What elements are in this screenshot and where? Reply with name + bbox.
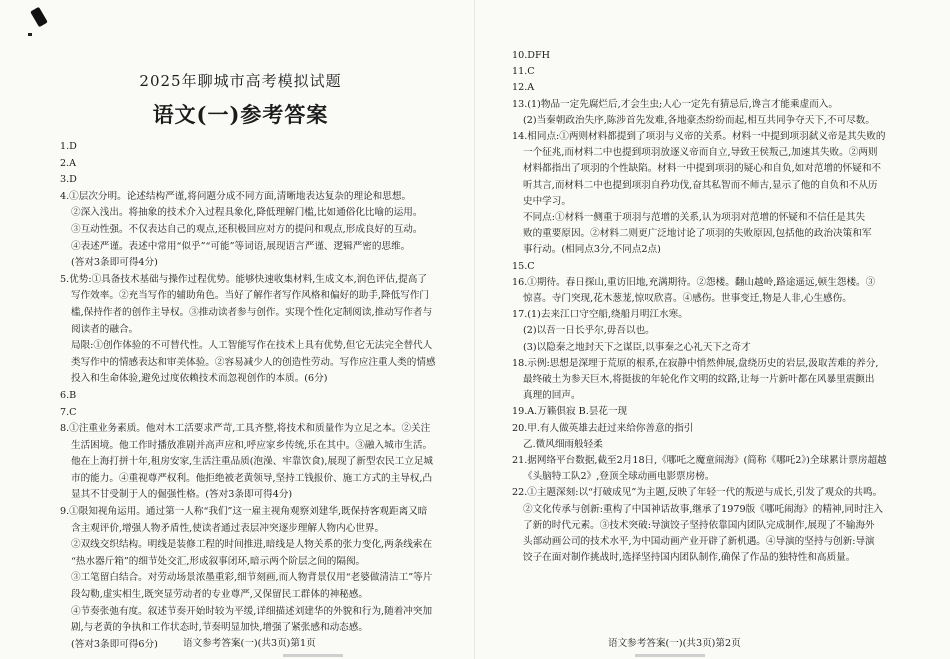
answer-line: 饺子在面对制作挑战时,选择坚持国内团队制作,确保了作品的独特性和高质量。: [523, 552, 856, 564]
answer-line: ②文化传承与创新:重构了中国神话故事,继承了1979版《哪吒闹海》的精神,同时注入: [523, 503, 883, 515]
answer-line: 局限:①创作体验的不可替代性。人工智能写作在技术上具有优势,但它无法完全替代人: [71, 340, 433, 352]
answer-line: 14.相同点:①两则材料都提到了项羽与义帝的关系。材料一中提到项羽弑义帝是其失败的: [512, 131, 886, 143]
answer-line: (答对3条即可得6分): [71, 638, 158, 650]
answer-line: 一个征兆,而材料二中也提到项羽放逐义帝而自立,导致王侯叛己,加速其失败。②两则: [523, 147, 878, 159]
answer-line: 头部动画公司的技术水平,为中国动画产业开辟了新机遇。④导演的坚持与创新:导演: [523, 536, 875, 548]
answer-line: 13.(1)物品一定先腐烂后,才会生虫;人心一定先有猜忌后,谗言才能乘虚而入。: [512, 98, 838, 110]
answer-line: 3.D: [60, 174, 77, 186]
answer-line: 了新的时代元素。③技术突破:导演饺子坚持依靠国内团队完成制作,展现了不输海外: [523, 519, 875, 531]
answer-line: 7.C: [60, 406, 77, 418]
answer-line: 惊喜。寺门突现,花木葱茏,惊叹欣喜。④感伤。世事变迁,物是人非,心生感伤。: [523, 293, 852, 305]
answer-line: 12.A: [512, 82, 535, 94]
answer-line: 20.甲.有人做英雄去赶过来给你善意的指引: [512, 422, 694, 434]
answer-line: 投入和生命体验,避免过度依赖技术而忽视创作的本质。(6分): [71, 373, 328, 385]
answer-line: 史中学习。: [523, 195, 571, 207]
answer-line: 9.①限知视角运用。通过第一人称“我们”这一雇主视角观察刘建华,既保持客观距离又暗: [60, 506, 428, 518]
answer-line: 听其言,而材料二中也提到项羽自矜功伐,奋其私智而不师古,显示了他的自负和不从历: [523, 179, 878, 191]
answer-line: 含主观评价,增强人物矛盾性,使读者通过表层冲突逐步理解人物内心世界。: [71, 522, 385, 534]
answer-line: 剧,与老黄的争执和工作状态时,节奏明显加快,增强了紧张感和动态感。: [71, 622, 368, 634]
answer-line: 10.DFH: [512, 50, 550, 61]
next-page-edge: [283, 654, 343, 657]
answer-line: 15.C: [512, 260, 535, 272]
answer-line: 槛,保持作者的创作主导权。③推动读者参与创作。实现个性化定制阅读,推动写作者与: [71, 306, 433, 318]
answer-line: 阅读者的融合。: [71, 323, 139, 335]
answer-line: (2)以吾一日长乎尔,毋吾以也。: [523, 325, 655, 337]
ink-spot: [30, 7, 48, 28]
answer-line: 不同点:①材料一侧重于项羽与范增的关系,认为项羽对范增的怀疑和不信任是其失: [523, 212, 866, 224]
answer-line: 生活困境。他工作时播放准剧并高声应和,呼应家乡传统,乐在其中。③融入城市生活。: [71, 439, 433, 451]
answer-line: 材料都指出了项羽的个性缺陷。材料一中提到项羽的疑心和自负,如对范增的怀疑和不: [523, 163, 882, 175]
answer-line: ③工笔留白结合。对劳动场景浓墨重彩,细节刻画,而人物背景仅用“老婆做清洁工”等片: [71, 572, 433, 584]
answer-line: 1.D: [60, 141, 77, 152]
answer-line: ④节奏张弛有度。叙述节奏开始时较为平缓,详细描述刘建华的外貌和行为,随着冲突加: [71, 605, 433, 617]
answer-line: ②双线交织结构。明线是装修工程的时间推进,暗线是人物关系的张力变化,两条线索在: [71, 539, 433, 551]
answer-list: [60, 139, 461, 653]
answer-line: 段勾勒,虚实相生,既突显劳动者的专业尊严,又保留民工群体的神秘感。: [71, 589, 368, 601]
answer-line: 真理的回声。: [523, 390, 581, 402]
answer-line: 16.①期待。春日探山,重访旧地,充满期待。②怨楼。翻山越岭,路途遥远,顿生怨楼。③: [512, 276, 876, 288]
answer-line: 他在上海打拼十年,租房安家,生活注重品质(泡澡、牢靠饮食),展现了新型农民工立足城: [71, 456, 434, 468]
answer-line: 11.C: [512, 66, 535, 78]
answer-line: 6.B: [60, 389, 77, 401]
answer-line: 21.据网络平台数据,截至2月18日,《哪吒之魔童闹海》(简称《哪吒2》)全球累计票房超越: [512, 455, 887, 467]
answer-line: (2)当秦朝政治失序,陈涉首先发难,各地豪杰纷纷而起,相互共同争夺天下,不可尽数。: [523, 114, 875, 126]
answer-line: 类写作中的情感表达和审美体验。②容易减少人的创造性劳动。写作应注重人类的情感: [71, 356, 436, 368]
exam-title: 2025年聊城市高考模拟试题: [139, 72, 342, 90]
answer-line: 19.A.万籁俱寂 B.昙花一现: [512, 406, 628, 418]
answer-line: 18.示例:思想是深埋于荒原的根系,在寂静中悄然伸展,盘绕历史的岩层,汲取苦难的养分,: [512, 357, 879, 369]
page-footer: 语文参考答案(一)(共3页)第2页: [608, 638, 741, 649]
answer-line: 《头脑特工队2》,登顶全球动画电影票房榜。: [523, 471, 715, 483]
answer-line: 5.优势:①具备技术基础与操作过程优势。能够快速收集材料,生成文本,润色评估,提高了: [60, 273, 427, 285]
answer-line: ④表述严谨。表述中常用“似乎”“可能”等词语,展现语言严谨、逻辑严密的思维。: [71, 240, 411, 252]
answer-sheet-page-2: [475, 0, 950, 659]
answer-line: 事行动。(相同点3分,不同点2点): [523, 244, 661, 256]
answer-line: (3)以隐秦之地封天下之谋臣,以事秦之心礼天下之奇才: [523, 341, 751, 353]
answer-line: 显其不甘受制于人的倔强性格。(答对3条即可得4分): [71, 489, 293, 501]
answer-line: 2.A: [60, 157, 77, 169]
answer-line: ③互动性强。不仅表达自己的观点,还积极回应对方的提问和观点,形成良好的互动。: [71, 223, 423, 235]
answer-line: 写作效率。②充当写作的辅助角色。当好了解作者写作风格和偏好的助手,降低写作门: [71, 290, 430, 302]
answer-line: 8.①注重业务素质。他对木工活要求严苛,工具齐整,将技术和质量作为立足之本。②关注: [60, 423, 431, 435]
answer-line: (答对3条即可得4分): [71, 257, 158, 269]
ink-dot: [28, 33, 32, 36]
answer-line: 4.①层次分明。论述结构严谨,将问题分成不同方面,清晰地表达复杂的理论和思想。: [60, 190, 412, 202]
answer-title: 语文(一)参考答案: [152, 102, 329, 127]
answer-list: [512, 48, 900, 567]
answer-line: “热水器斤箱”的细节处交汇,形成叙事闭环,暗示两个阶层之间的隔阂。: [71, 555, 366, 567]
answer-line: ②深入浅出。将抽象的技术介入过程具象化,降低理解门槛,比如通俗化比喻的运用。: [71, 207, 423, 219]
answer-line: 最终破土为参天巨木,将挺拔的年轮化作文明的纹路,让每一片新叶都在风暴里震颤出: [523, 374, 875, 386]
answer-line: 市的能力。④重视尊严权利。他拒绝被老黄领导,坚持工钱报价、施工方式的主导权,凸: [71, 472, 433, 484]
answer-line: 22.①主题深刻:以“打破成见”为主题,反映了年轻一代的叛逆与成长,引发了观众的共鸣。: [512, 487, 883, 499]
answer-line: 败的重要原因。②材料二则更广泛地讨论了项羽的失败原因,包括他的政治决策和军: [523, 228, 872, 240]
next-page-edge: [635, 654, 705, 657]
answer-line: 乙.微风细雨般轻柔: [523, 438, 603, 450]
answer-line: 17.(1)去来江口守空船,绕船月明江水寒。: [512, 309, 688, 321]
page-footer: 语文参考答案(一)(共3页)第1页: [183, 638, 316, 649]
